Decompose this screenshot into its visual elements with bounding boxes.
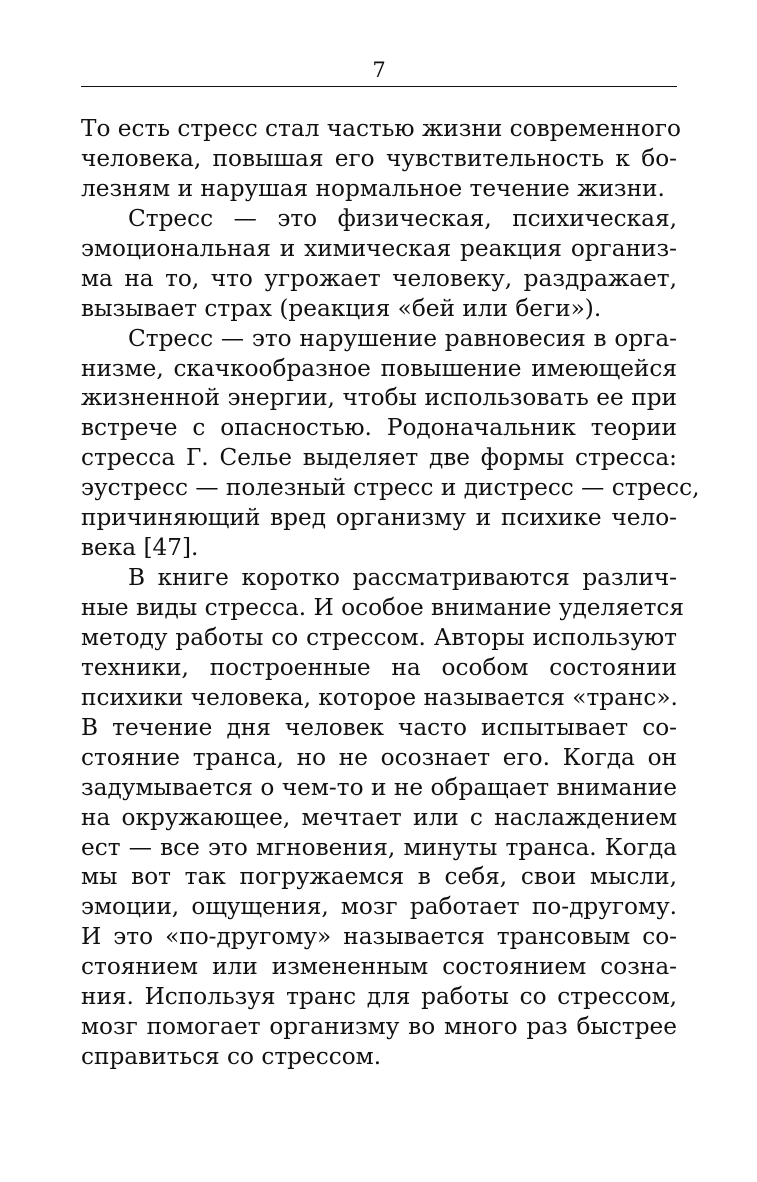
text-line: низме, скачкообразное повышение имеющейся <box>81 354 677 382</box>
header-rule <box>81 86 677 87</box>
text-line: В течение дня человек часто испытывает со- <box>81 713 677 741</box>
paragraph <box>81 114 681 204</box>
text-line: В книге коротко рассматриваются различ- <box>128 564 677 592</box>
text-line: задумывается о чем-то и не обращает внимание <box>81 773 677 801</box>
text-line: жизненной энергии, чтобы использовать ее при <box>81 384 677 412</box>
text-line: причиняющий вред организму и психике чело- <box>81 504 677 532</box>
body-text <box>81 114 700 1072</box>
text-line: на окружающее, мечтает или с наслаждением <box>81 803 677 831</box>
text-line: То есть стресс стал частью жизни современного <box>81 115 681 142</box>
paragraph <box>81 324 700 564</box>
text-line: стояние транса, но не осознает его. Когда он <box>81 743 677 771</box>
text-line: стоянием или измененным состоянием созна- <box>81 953 677 981</box>
text-line: встрече с опасностью. Родоначальник теории <box>81 414 677 442</box>
text-line: ния. Используя транс для работы со стрессом, <box>81 983 677 1011</box>
text-line: мозг помогает организму во много раз быстрее <box>81 1013 677 1041</box>
text-line: века [47]. <box>81 534 199 562</box>
paragraph <box>81 204 677 324</box>
text-line: человека, повышая его чувствительность к бо- <box>81 144 677 172</box>
text-line: справиться со стрессом. <box>81 1043 382 1071</box>
text-line: ные виды стресса. И особое внимание уделяется <box>81 594 685 621</box>
text-line: мы вот так погружаемся в себя, свои мысли, <box>81 863 677 891</box>
text-line: психики человека, которое называется «транс». <box>81 683 678 711</box>
text-line: вызывает страх (реакция «бей или беги»). <box>81 294 602 322</box>
text-line: стресса Г. Селье выделяет две формы стресса: <box>81 444 677 472</box>
text-line: И это «по-другому» называется трансовым со- <box>81 923 677 951</box>
text-line: Стресс — это нарушение равновесия в орга- <box>128 324 677 352</box>
text-line: ест — все это мгновения, минуты транса. Когда <box>81 833 677 861</box>
book-page <box>81 56 700 1072</box>
text-line: эустресс — полезный стресс и дистресс — стресс, <box>81 474 700 502</box>
page-number: 7 <box>372 58 386 82</box>
text-line: эмоции, ощущения, мозг работает по-другому. <box>81 893 677 921</box>
text-line: Стресс — это физическая, психическая, <box>128 204 677 232</box>
text-line: техники, построенные на особом состоянии <box>81 653 677 681</box>
text-line: эмоциональная и химическая реакция организ- <box>81 234 677 262</box>
text-line: лезням и нарушая нормальное течение жизни. <box>81 174 665 202</box>
paragraph <box>81 563 685 1072</box>
text-line: методу работы со стрессом. Авторы используют <box>81 623 677 651</box>
text-line: ма на то, что угрожает человеку, раздражает, <box>81 264 677 292</box>
